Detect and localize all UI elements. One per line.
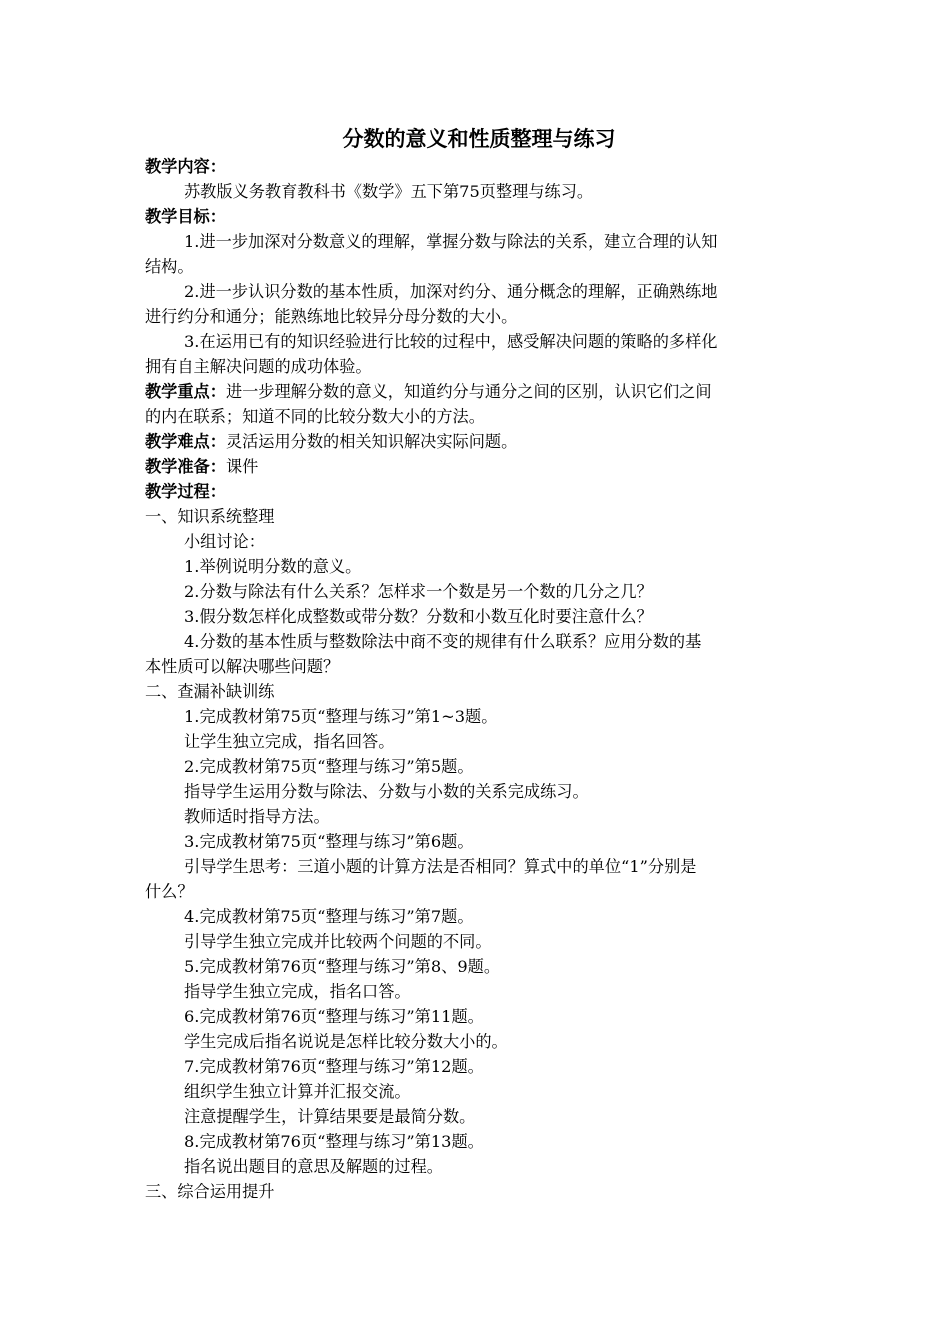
list-item: 引导学生独立完成并比较两个问题的不同。 <box>184 932 492 951</box>
list-item-continuation: 本性质可以解决哪些问题？ <box>145 657 340 676</box>
list-item: 指导学生运用分数与除法、分数与小数的关系完成练习。 <box>184 782 589 801</box>
difficult-point <box>145 429 807 454</box>
process-heading: 教学过程： <box>145 482 226 501</box>
list-item: 教师适时指导方法。 <box>184 807 330 826</box>
key-point-line-2: 的内在联系；知道不同的比较分数大小的方法。 <box>145 407 485 426</box>
list-item: 7.完成教材第76页“整理与练习”第12题。 <box>184 1057 484 1076</box>
list-item: 学生完成后指名说说是怎样比较分数大小的。 <box>184 1032 508 1051</box>
page-title: 分数的意义和性质整理与练习 <box>342 127 616 151</box>
list-item: 8.完成教材第76页“整理与练习”第13题。 <box>184 1132 484 1151</box>
difficult-label: 教学难点： <box>145 432 226 451</box>
goal-2-line-1: 2.进一步认识分数的基本性质，加深对约分、通分概念的理解，正确熟练地 <box>184 282 718 301</box>
goal-1-line-1: 1.进一步加深对分数意义的理解，掌握分数与除法的关系，建立合理的认知 <box>184 232 718 251</box>
goal-3-line-1: 3.在运用已有的知识经验进行比较的过程中，感受解决问题的策略的多样化 <box>184 332 718 351</box>
list-item-continuation: 什么？ <box>145 882 194 901</box>
prep-text: 课件 <box>225 457 259 476</box>
list-item: 1.完成教材第75页“整理与练习”第1~3题。 <box>184 707 498 726</box>
key-point-text: 进一步理解分数的意义，知道约分与通分之间的区别，认识它们之间 <box>225 382 712 401</box>
key-point-label: 教学重点： <box>145 382 226 401</box>
list-item: 4.分数的基本性质与整数除法中商不变的规律有什么联系？应用分数的基 <box>184 632 702 651</box>
list-item: 组织学生独立计算并汇报交流。 <box>184 1082 411 1101</box>
section-2-heading: 二、查漏补缺训练 <box>145 682 275 701</box>
list-item: 3.完成教材第75页“整理与练习”第6题。 <box>184 832 474 851</box>
list-item: 4.完成教材第75页“整理与练习”第7题。 <box>184 907 474 926</box>
list-item: 指导学生独立完成，指名口答。 <box>184 982 411 1001</box>
list-item: 引导学生思考：三道小题的计算方法是否相同？算式中的单位“1”分别是 <box>184 857 697 876</box>
list-item: 让学生独立完成，指名回答。 <box>184 732 395 751</box>
list-item: 注意提醒学生，计算结果要是最简分数。 <box>184 1107 476 1126</box>
list-item: 5.完成教材第76页“整理与练习”第8、9题。 <box>184 957 501 976</box>
list-item: 1.举例说明分数的意义。 <box>184 557 362 576</box>
goals-heading: 教学目标： <box>145 207 226 226</box>
section-3-heading: 三、综合运用提升 <box>145 1182 275 1201</box>
list-item: 指名说出题目的意思及解题的过程。 <box>184 1157 443 1176</box>
content-text: 苏教版义务教育教科书《数学》五下第75页整理与练习。 <box>184 182 594 201</box>
goal-3-line-2: 拥有自主解决问题的成功体验。 <box>145 357 372 376</box>
list-item: 2.完成教材第75页“整理与练习”第5题。 <box>184 757 474 776</box>
prep-label: 教学准备： <box>145 457 226 476</box>
document-page <box>145 124 807 1204</box>
difficult-text: 灵活运用分数的相关知识解决实际问题。 <box>225 432 518 451</box>
goal-2-line-2: 进行约分和通分；能熟练地比较异分母分数的大小。 <box>145 307 518 326</box>
key-point-line-1 <box>145 379 807 404</box>
section-1-heading: 一、知识系统整理 <box>145 507 275 526</box>
list-item: 2.分数与除法有什么关系？怎样求一个数是另一个数的几分之几？ <box>184 582 653 601</box>
list-item: 小组讨论： <box>184 532 265 551</box>
list-item: 6.完成教材第76页“整理与练习”第11题。 <box>184 1007 484 1026</box>
goal-1-line-2: 结构。 <box>145 257 194 276</box>
content-heading: 教学内容： <box>145 157 226 176</box>
list-item: 3.假分数怎样化成整数或带分数？分数和小数互化时要注意什么？ <box>184 607 653 626</box>
preparation <box>145 454 807 479</box>
